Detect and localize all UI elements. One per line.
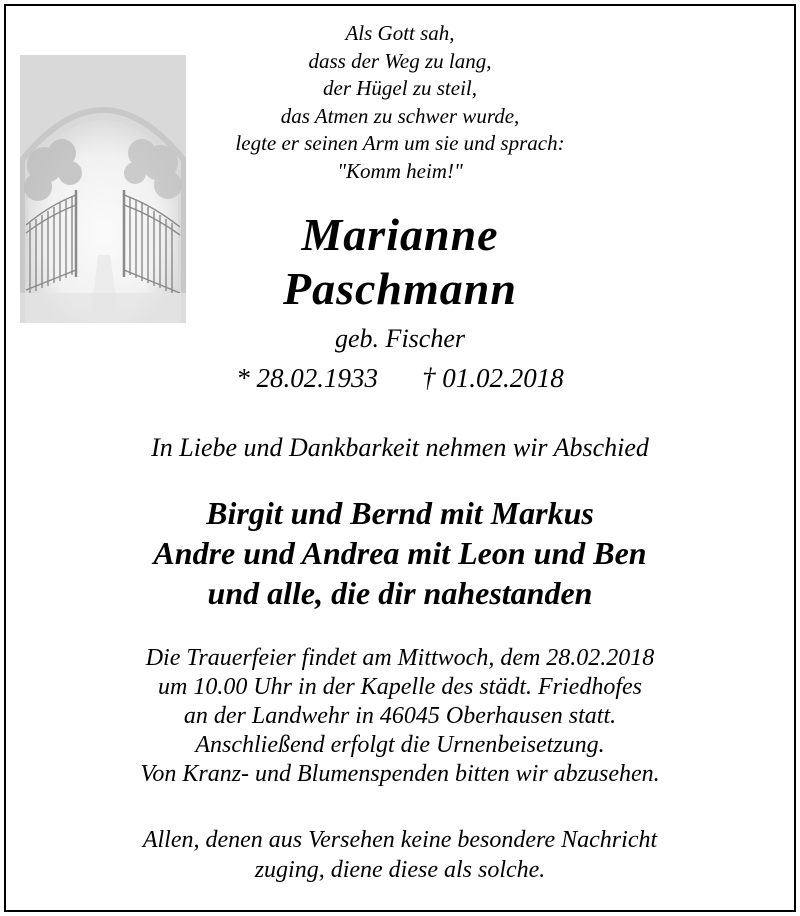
- notice-line: zuging, diene diese als solche.: [254, 857, 546, 883]
- farewell-line: In Liebe und Dankbarkeit nehmen wir Abschied: [151, 433, 649, 462]
- service-line: Die Trauerfeier findet am Mittwoch, dem 28.02.2018: [145, 645, 655, 671]
- service-line: um 10.00 Uhr in der Kapelle des städt. Friedhofes: [158, 674, 642, 700]
- life-dates: [150, 362, 650, 394]
- maiden-name: geb. Fischer: [335, 324, 465, 353]
- mourner-line: Birgit und Bernd mit Markus: [206, 495, 594, 531]
- poem-line: der Hügel zu steil,: [323, 76, 477, 100]
- service-line: Anschließend erfolgt die Urnenbeisetzung.: [195, 732, 605, 758]
- deceased-name: [150, 208, 650, 316]
- notice-line: Allen, denen aus Versehen keine besondere Nachricht: [142, 827, 658, 853]
- last-name: Paschmann: [283, 263, 517, 314]
- poem-line: legte er seinen Arm um sie und sprach:: [235, 131, 565, 155]
- poem-line: dass der Weg zu lang,: [308, 48, 492, 73]
- service-details: [40, 644, 760, 789]
- poem-line: das Atmen zu schwer wurde,: [280, 103, 520, 128]
- service-line: Von Kranz- und Blumenspenden bitten wir abzusehen.: [140, 761, 660, 787]
- mourner-line: Andre und Andrea mit Leon und Ben: [153, 535, 647, 571]
- birth-date: * 28.02.1933: [236, 363, 378, 393]
- poem-line: Als Gott sah,: [345, 21, 455, 45]
- service-line: an der Landwehr in 46045 Oberhausen statt.: [183, 703, 617, 729]
- poem-line: "Komm heim!": [337, 158, 463, 183]
- poem: [190, 20, 610, 185]
- closing-notice: [40, 825, 760, 885]
- mourner-line: und alle, die dir nahestanden: [207, 575, 593, 611]
- death-date: † 01.02.2018: [422, 363, 564, 393]
- mourners: [40, 493, 760, 613]
- first-name: Marianne: [301, 209, 499, 260]
